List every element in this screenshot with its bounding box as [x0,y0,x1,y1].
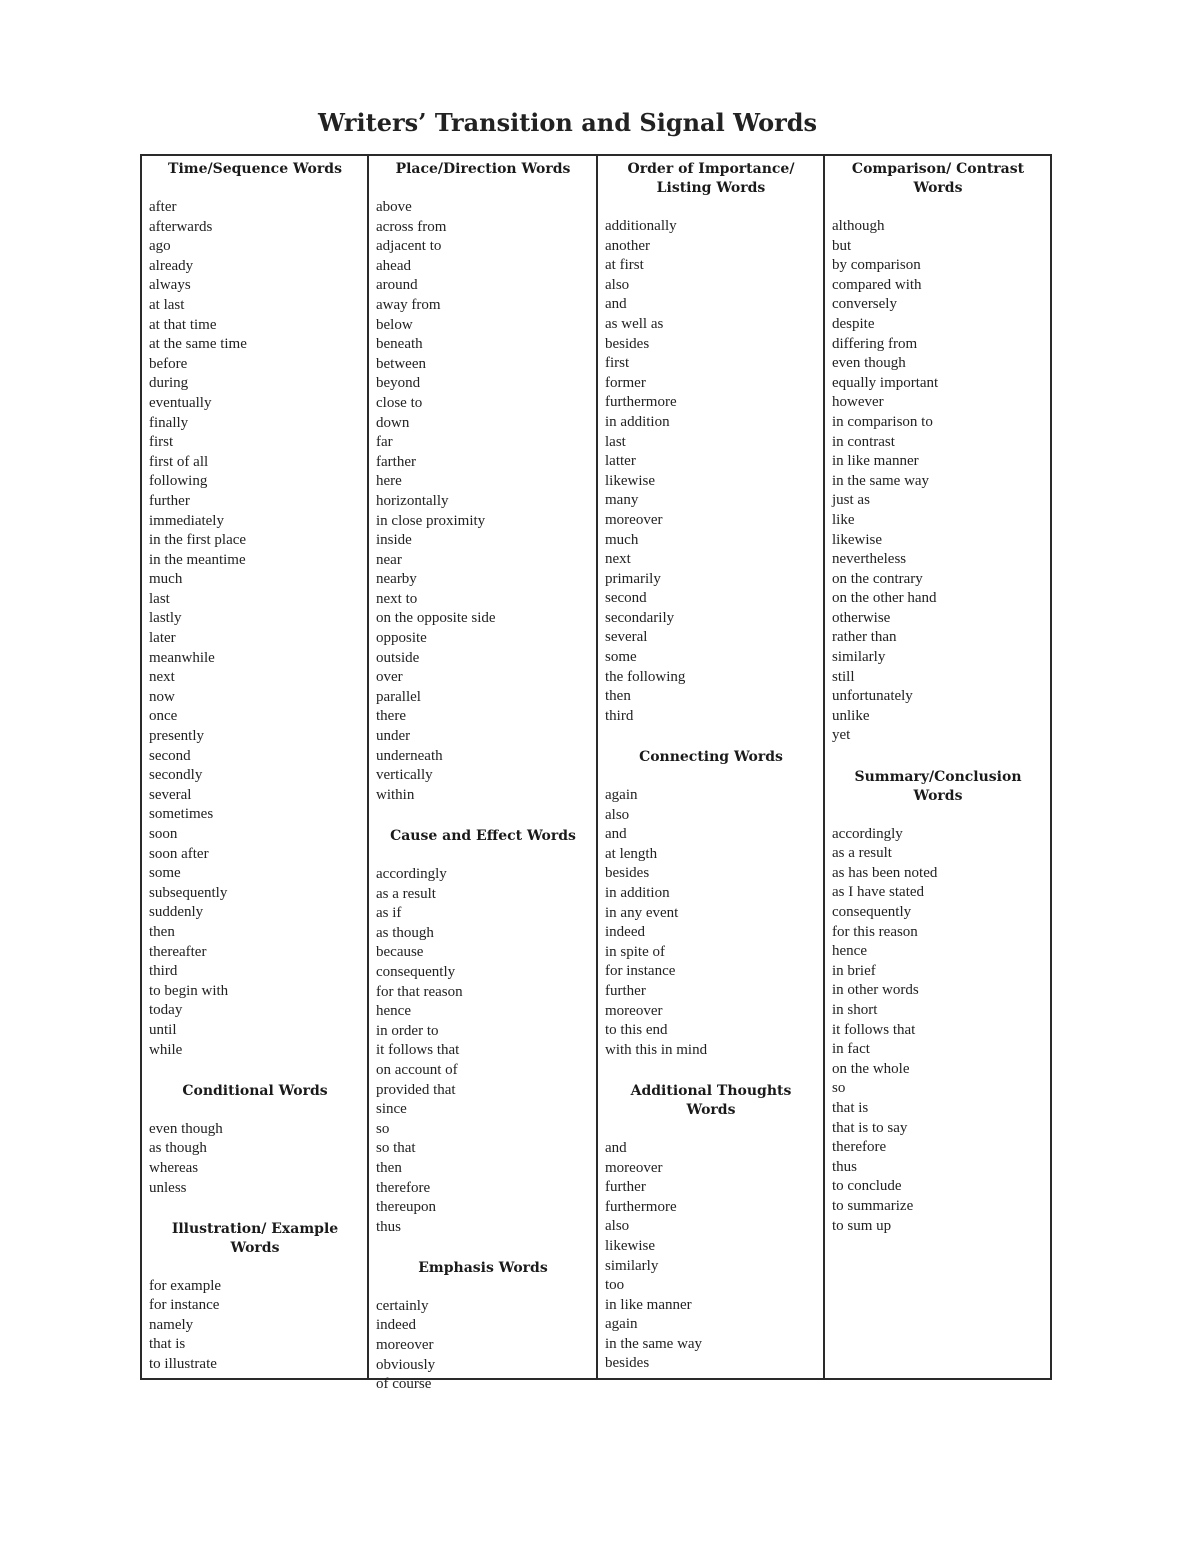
word-item: like [832,511,855,528]
word-item: hence [832,943,867,960]
word-item: certainly [376,1297,429,1314]
word-list [605,217,817,726]
word-item: thereafter [149,943,207,960]
word-list [149,198,361,1060]
section-heading: Time/Sequence Words [168,161,342,177]
word-list [832,217,1044,746]
word-item: after [149,199,177,215]
word-item: otherwise [832,609,891,626]
word-section [832,766,1044,1236]
word-item: former [605,374,646,391]
word-item: next to [376,590,418,607]
word-section [605,1080,817,1374]
word-item: accordingly [376,866,447,882]
word-item: subsequently [149,884,228,901]
word-item: in other words [832,982,919,999]
word-item: soon after [149,845,209,862]
word-item: under [376,728,411,745]
word-item: also [605,806,630,823]
word-list [149,1120,361,1198]
word-section [149,1080,361,1218]
column-4 [825,156,1050,1378]
word-item: as a result [376,885,436,902]
word-item: nearby [376,571,417,588]
word-item: next [605,551,631,568]
word-item: adjacent to [376,238,442,255]
word-item: consequently [832,904,912,920]
word-item: likewise [605,472,655,489]
word-item: at length [605,845,658,862]
word-item: conversely [832,296,897,313]
section-heading: Connecting Words [639,749,783,766]
word-item: and [605,1139,627,1156]
word-list [605,786,817,1060]
word-item: likewise [832,531,882,548]
word-item: additionally [605,218,677,234]
word-item: moreover [376,1337,434,1354]
word-item: of course [376,1376,432,1393]
word-item: some [605,649,637,666]
word-item: in close proximity [376,512,486,529]
word-item: as a result [832,845,892,862]
word-item: so [832,1080,846,1097]
word-item: and [605,826,627,843]
word-item: lastly [149,610,182,627]
word-item: yet [832,727,851,744]
word-item: hence [376,1003,411,1020]
word-item: moreover [605,1159,663,1176]
word-item: parallel [376,688,421,705]
word-item: ahead [376,257,411,274]
word-item: besides [605,865,650,882]
word-item: that is [832,1099,869,1116]
word-item: away from [376,296,441,313]
word-item: then [149,923,175,940]
word-item: on account of [376,1061,458,1078]
column-3 [598,156,825,1378]
word-item: afterwards [149,218,213,235]
word-item: in spite of [605,943,665,960]
word-item: several [149,786,192,803]
word-item: secondarily [605,609,675,626]
word-item: also [605,1218,630,1235]
word-item: for example [149,1277,222,1294]
word-item: unless [149,1179,187,1196]
word-item: here [376,473,402,490]
word-item: before [149,355,188,372]
word-item: on the other hand [832,590,937,607]
word-item: last [605,433,626,450]
word-item: similarly [832,649,886,666]
word-item: for instance [605,963,676,980]
word-list [376,1297,590,1395]
word-item: at that time [149,316,217,333]
word-item: always [149,277,191,294]
word-item: then [605,688,631,705]
word-item: because [376,944,424,961]
word-item: at last [149,296,185,313]
word-item: it follows that [376,1042,460,1059]
word-item: in addition [605,413,670,430]
word-item: above [376,199,412,215]
word-item: already [149,257,194,274]
word-item: although [832,218,885,234]
word-item: during [149,375,189,392]
word-item: beyond [376,375,421,392]
word-item: again [605,1316,638,1333]
word-item: second [605,590,647,607]
word-item: since [376,1101,407,1118]
word-item: immediately [149,512,224,529]
section-heading: Additional Thoughts Words [630,1082,792,1118]
word-item: underneath [376,747,443,764]
word-item: as I have stated [832,884,925,901]
word-item: until [149,1021,177,1038]
section-heading: Conditional Words [182,1082,328,1099]
word-item: in like manner [605,1296,692,1313]
word-item: but [832,237,852,254]
word-list [605,1139,817,1374]
section-heading: Cause and Effect Words [390,828,576,844]
word-item: now [149,688,175,705]
section-heading: Emphasis Words [418,1259,548,1276]
word-item: provided that [376,1081,456,1098]
word-item: as well as [605,315,664,332]
word-item: nevertheless [832,551,907,568]
word-item: unfortunately [832,688,913,705]
word-item: by comparison [832,257,921,274]
word-item: besides [605,1355,650,1372]
word-item: therefore [832,1139,887,1156]
word-item: unlike [832,707,870,724]
word-item: consequently [376,963,456,980]
word-section [605,746,817,1080]
word-item: to illustrate [149,1356,217,1373]
word-section [149,158,361,1080]
word-item: obviously [376,1356,436,1373]
word-item: farther [376,453,416,470]
word-item: across from [376,218,447,235]
word-item: further [605,1179,646,1196]
word-item: many [605,492,639,509]
word-item: it follows that [832,1021,916,1038]
word-item: for that reason [376,983,463,1000]
word-item: compared with [832,276,922,293]
word-item: similarly [605,1257,659,1274]
word-item: and [605,296,627,313]
word-item: third [149,963,178,980]
word-item: accordingly [832,825,903,842]
word-section [376,1257,590,1395]
word-item: in brief [832,962,876,979]
word-item: in the meantime [149,551,246,568]
column-1 [142,156,369,1378]
word-item: inside [376,532,412,549]
word-item: whereas [149,1159,199,1176]
word-item: much [605,531,639,548]
word-item: then [376,1159,402,1176]
word-item: indeed [605,924,645,941]
word-item: so that [376,1140,416,1157]
word-section [376,825,590,1257]
word-item: that is to say [832,1119,908,1136]
word-item: next [149,669,175,686]
word-item: in the first place [149,532,247,549]
word-section [605,158,817,746]
word-item: rather than [832,629,897,646]
word-item: to sum up [832,1217,892,1234]
word-item: as though [376,924,434,941]
word-item: secondly [149,767,203,784]
word-item: to summarize [832,1197,914,1214]
word-item: thus [376,1218,402,1235]
word-item: in the same way [605,1335,703,1352]
word-item: as though [149,1140,207,1157]
column-2 [369,156,598,1393]
word-item: first [605,355,630,372]
word-item: while [149,1041,183,1058]
word-item: equally important [832,374,939,391]
transition-words-table [140,154,1052,1393]
word-item: for instance [149,1297,220,1314]
word-list [376,198,590,805]
word-item: much [149,571,183,588]
word-item: second [149,747,191,764]
word-item: differing from [832,335,918,352]
word-item: thereupon [376,1199,436,1216]
word-section [832,158,1044,766]
word-section [376,158,590,825]
word-item: within [376,786,415,803]
word-item: to begin with [149,982,229,999]
word-item: at the same time [149,336,247,353]
word-item: in order to [376,1022,439,1039]
word-item: latter [605,453,636,470]
word-item: moreover [605,511,663,528]
word-item: some [149,865,181,882]
word-item: outside [376,649,420,666]
word-item: so [376,1120,390,1137]
word-item: for this reason [832,923,918,940]
word-item: finally [149,414,189,431]
word-item: first of all [149,453,209,470]
word-item: in the same way [832,472,930,489]
word-item: there [376,708,406,725]
word-item: furthermore [605,394,677,411]
word-item: to this end [605,1022,668,1039]
word-item: to conclude [832,1178,902,1195]
word-item: too [605,1277,625,1294]
word-item: namely [149,1316,194,1333]
word-item: with this in mind [605,1041,708,1058]
word-item: third [605,707,634,724]
word-item: however [832,394,884,411]
section-heading: Summary/Conclusion Words [854,768,1022,804]
word-item: in like manner [832,453,919,470]
word-item: therefore [376,1179,431,1196]
word-item: indeed [376,1317,416,1334]
word-item: as if [376,905,402,922]
word-item: still [832,668,855,685]
word-item: presently [149,728,204,745]
word-item: further [605,982,646,999]
word-item: ago [149,238,171,255]
word-item: just as [832,492,870,509]
word-item: suddenly [149,904,204,921]
word-item: in contrast [832,433,895,450]
word-item: last [149,590,170,607]
word-item: also [605,276,630,293]
word-list [832,825,1044,1236]
word-item: over [376,669,403,686]
word-item: today [149,1002,183,1019]
word-item: even though [832,355,906,372]
word-item: even though [149,1120,223,1137]
word-item: furthermore [605,1198,677,1215]
word-item: on the contrary [832,570,923,587]
word-item: primarily [605,570,661,587]
word-item: once [149,708,178,725]
word-item: in short [832,1001,878,1018]
word-list [149,1277,361,1375]
word-item: at first [605,257,644,274]
word-item: later [149,630,176,647]
word-item: between [376,355,426,372]
word-item: vertically [376,767,433,784]
word-item: in addition [605,885,670,901]
section-heading: Place/Direction Words [395,161,571,177]
word-item: several [605,629,648,646]
section-heading: Illustration/ Example Words [171,1220,339,1256]
word-item: in comparison to [832,413,933,430]
word-item: down [376,414,410,431]
word-item: around [376,277,418,294]
word-item: the following [605,668,686,685]
word-item: sometimes [149,806,214,823]
word-item: opposite [376,630,427,647]
word-item: meanwhile [149,649,215,666]
word-item: eventually [149,394,212,411]
word-item: that is [149,1336,186,1353]
word-item: in fact [832,1041,870,1058]
word-item: besides [605,335,650,352]
page-title: Writers’ Transition and Signal Words [317,108,818,137]
word-item: further [149,492,190,509]
word-section [149,1218,361,1375]
word-item: below [376,316,413,333]
word-item: beneath [376,336,423,353]
word-item: on the opposite side [376,610,496,627]
word-list [376,865,590,1237]
word-item: on the whole [832,1060,910,1077]
word-item: near [376,551,402,568]
word-item: in any event [605,904,679,921]
word-item: another [605,237,650,254]
word-item: soon [149,826,178,842]
word-item: horizontally [376,492,449,509]
word-item: again [605,787,638,804]
word-item: following [149,473,208,490]
word-item: despite [832,315,875,332]
word-item: as has been noted [832,864,938,881]
word-item: close to [376,394,423,411]
word-item: moreover [605,1002,663,1019]
section-heading: Order of Importance/ Listing Words [627,161,795,196]
word-item: thus [832,1158,858,1175]
word-item: likewise [605,1237,655,1254]
word-item: far [376,434,393,451]
word-item: first [149,434,174,451]
section-heading: Comparison/ Contrast Words [851,161,1025,196]
